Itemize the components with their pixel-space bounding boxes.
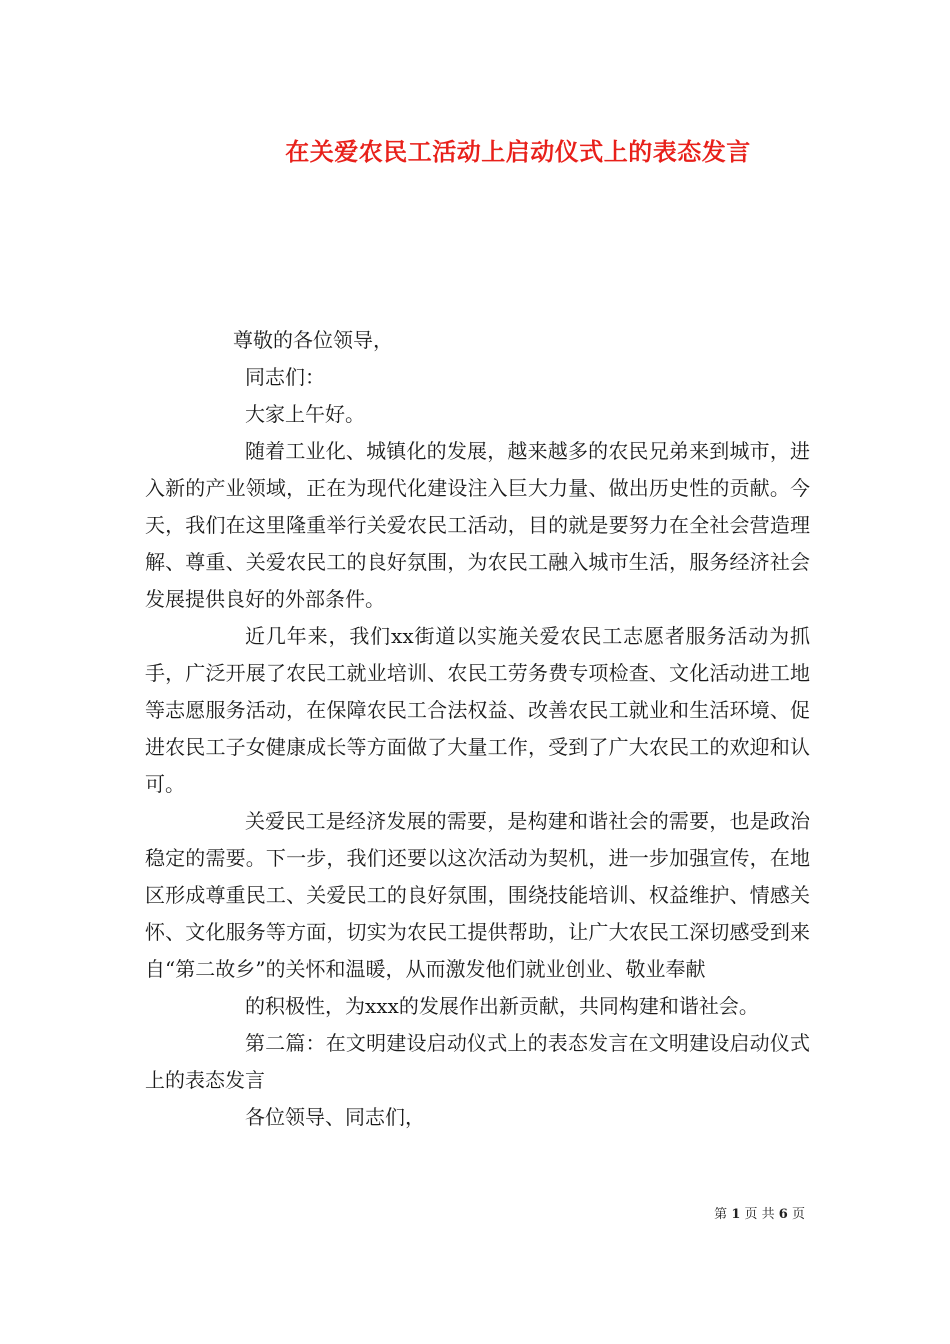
body-paragraph: 关爱民工是经济发展的需要，是构建和谐社会的需要，也是政治稳定的需要。下一步，我们还要以这次活动为契机，进一步加强宣传，在地区形成尊重民工、关爱民工的良好氛围，围绕技能培训、权益维护、情感关怀、文化服务等方面，切实为农民工提供帮助，让广大农民工深切感受到来自“第二故乡”的关怀和温暖，从而激发他们就业创业、敬业奉献 bbox=[145, 809, 810, 981]
body-paragraph: 的积极性，为xxx的发展作出新贡献，共同构建和谐社会。 bbox=[245, 994, 759, 1018]
greeting-paragraph: 大家上午好。 bbox=[245, 402, 365, 426]
salutation-paragraph: 各位领导、同志们， bbox=[245, 1105, 425, 1129]
footer-current-page: 1 bbox=[731, 1207, 741, 1222]
footer-prefix: 第 bbox=[714, 1207, 728, 1222]
document-body bbox=[145, 322, 810, 1136]
footer-suffix: 页 bbox=[791, 1207, 805, 1222]
footer-total-pages: 6 bbox=[778, 1207, 788, 1222]
salutation-paragraph: 同志们： bbox=[245, 365, 325, 389]
page-number-footer bbox=[0, 1203, 805, 1222]
body-paragraph: 第二篇：在文明建设启动仪式上的表态发言在文明建设启动仪式上的表态发言 bbox=[145, 1031, 810, 1092]
footer-middle: 页 共 bbox=[744, 1207, 775, 1222]
salutation-paragraph: 尊敬的各位领导， bbox=[233, 328, 393, 352]
body-paragraph: 近几年来，我们xx街道以实施关爱农民工志愿者服务活动为抓手，广泛开展了农民工就业培训、农民工劳务费专项检查、文化活动进工地等志愿服务活动，在保障农民工合法权益、改善农民工就业和生活环境、促进农民工子女健康成长等方面做了大量工作，受到了广大农民工的欢迎和认可。 bbox=[145, 624, 810, 796]
document-title: 在关爱农民工活动上启动仪式上的表态发言 bbox=[285, 137, 751, 166]
body-paragraph: 随着工业化、城镇化的发展，越来越多的农民兄弟来到城市，进入新的产业领域，正在为现代化建设注入巨大力量、做出历史性的贡献。今天，我们在这里隆重举行关爱农民工活动，目的就是要努力在全社会营造理解、尊重、关爱农民工的良好氛围，为农民工融入城市生活，服务经济社会发展提供良好的外部条件。 bbox=[145, 439, 810, 611]
